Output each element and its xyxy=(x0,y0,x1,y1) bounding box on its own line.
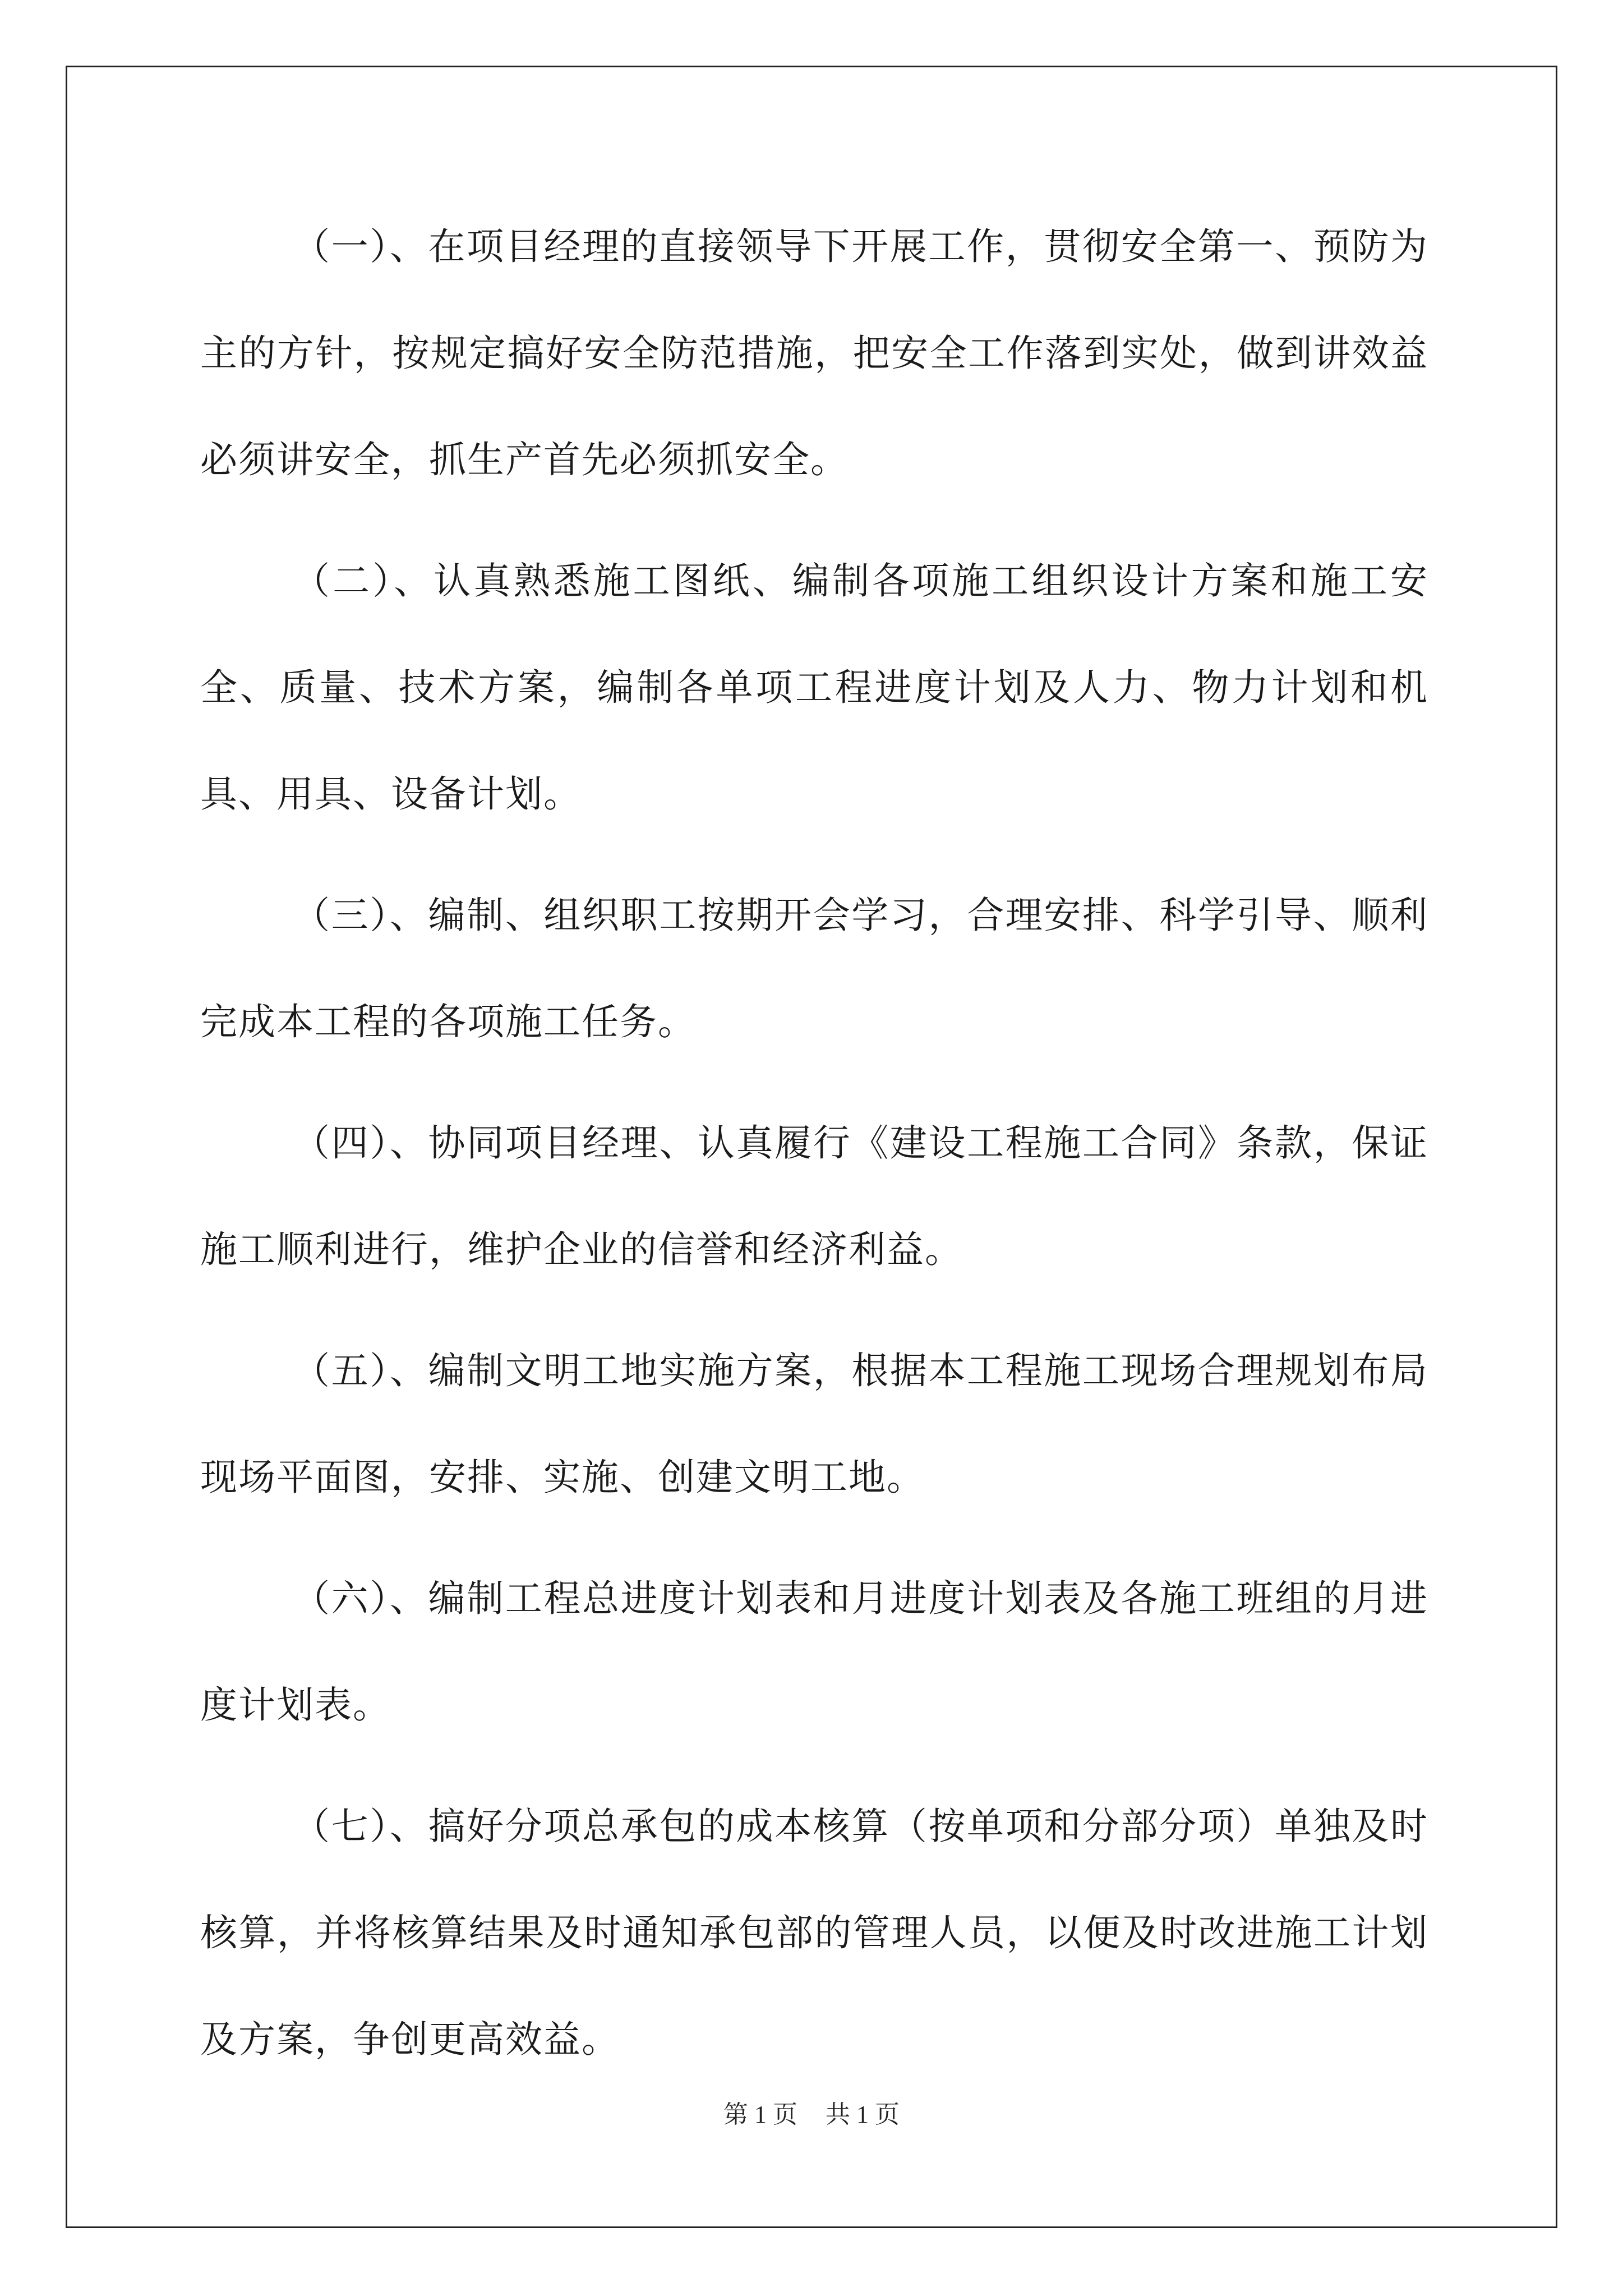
page-number: 第 1 页 xyxy=(723,2101,797,2128)
paragraph-6: （六）、编制工程总进度计划表和月进度计划表及各施工班组的月进度计划表。 xyxy=(200,1577,1428,1727)
paragraph-7: （七）、搞好分项总承包的成本核算（按单项和分部分项）单独及时核算，并将核算结果及时通知承包部的管理人员，以便及时改进施工计划及方案，争创更高效益。 xyxy=(200,1805,1428,2061)
document-body xyxy=(200,194,1428,2108)
paragraph-5: （五）、编制文明工地实施方案，根据本工程施工现场合理规划布局现场平面图，安排、实施、创建文明工地。 xyxy=(200,1349,1428,1499)
paragraph-4: （四）、协同项目经理、认真履行《建设工程施工合同》条款，保证施工顺利进行，维护企业的信誉和经济利益。 xyxy=(200,1121,1428,1271)
paragraph-1: （一）、在项目经理的直接领导下开展工作，贯彻安全第一、预防为主的方针，按规定搞好安全防范措施，把安全工作落到实处，做到讲效益必须讲安全，抓生产首先必须抓安全。 xyxy=(200,225,1428,481)
page-footer xyxy=(0,2098,1623,2132)
paragraph-2: （二）、认真熟悉施工图纸、编制各项施工组织设计方案和施工安全、质量、技术方案，编制各单项工程进度计划及人力、物力计划和机具、用具、设备计划。 xyxy=(200,559,1428,816)
page-total: 共 1 页 xyxy=(826,2101,900,2128)
paragraph-3: （三）、编制、组织职工按期开会学习，合理安排、科学引导、顺利完成本工程的各项施工任务。 xyxy=(200,894,1428,1043)
